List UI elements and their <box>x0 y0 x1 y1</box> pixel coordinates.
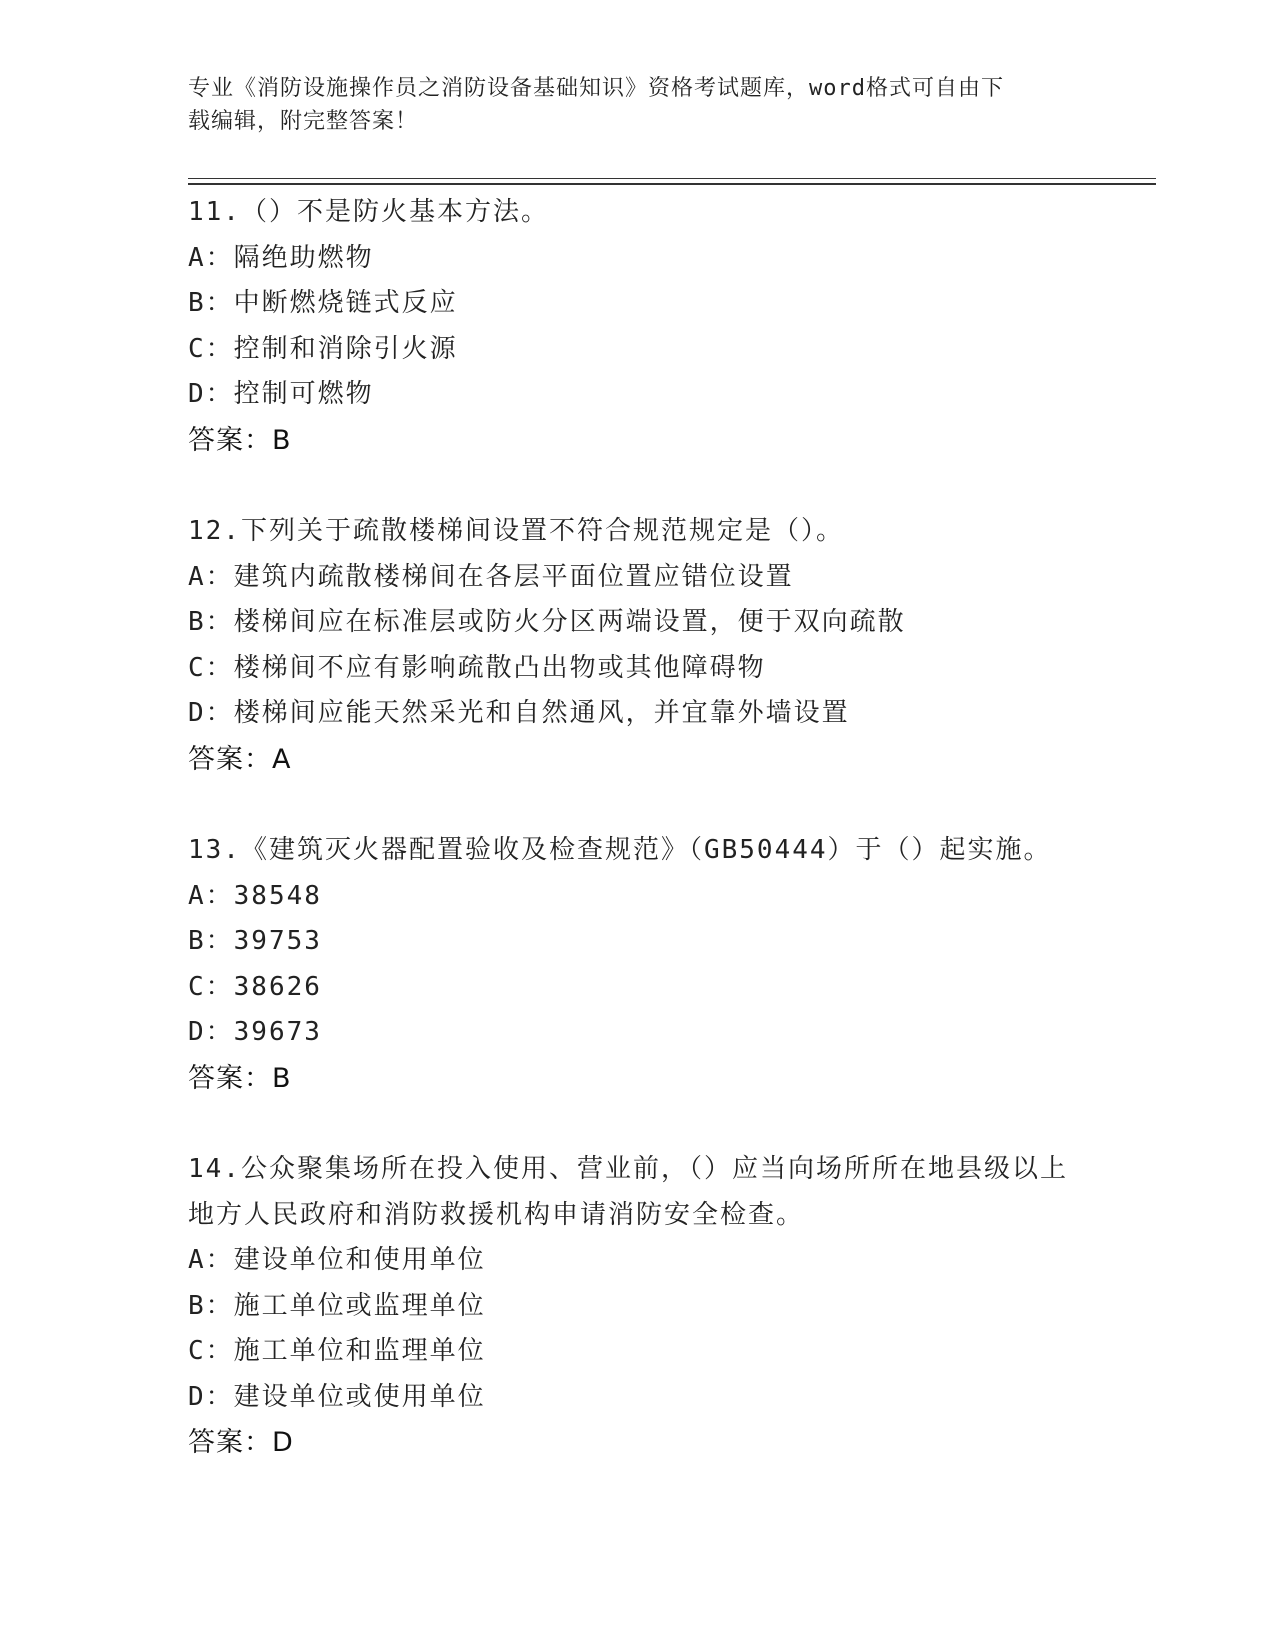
question-12 <box>188 509 1088 782</box>
question-stem: 12.下列关于疏散楼梯间设置不符合规范规定是（）。 <box>188 516 844 546</box>
option-d: D：建设单位或使用单位 <box>188 1381 486 1412</box>
answer-line <box>188 1056 1088 1102</box>
question-list <box>188 190 1088 1512</box>
answer-label: 答案 ： <box>188 744 272 775</box>
question-stem: 11.（）不是防火基本方法。 <box>188 197 549 227</box>
option-d: D：39673 <box>188 1017 322 1047</box>
answer-value: B <box>272 424 292 456</box>
option-b: B：中断燃烧链式反应 <box>188 288 458 318</box>
option-c: C：38626 <box>188 971 322 1002</box>
answer-line <box>188 418 1088 464</box>
question-14 <box>188 1147 1088 1466</box>
header-line-2: 载编辑，附完整答案！ <box>188 109 419 134</box>
header-divider-thick <box>188 183 1156 185</box>
question-stem: 13.《建筑灭火器配置验收及检查规范》（GB50444）于（）起实施。 <box>188 835 1052 865</box>
option-a: A：38548 <box>188 880 322 911</box>
option-c: C：楼梯间不应有影响疏散凸出物或其他障碍物 <box>188 652 766 683</box>
option-a: A：隔绝助燃物 <box>188 242 374 273</box>
option-c: C：控制和消除引火源 <box>188 333 458 364</box>
option-d: D：控制可燃物 <box>188 379 374 409</box>
answer-value: D <box>272 1427 294 1458</box>
option-a: A：建设单位和使用单位 <box>188 1245 486 1275</box>
option-b: B：楼梯间应在标准层或防火分区两端设置，便于双向疏散 <box>188 607 906 637</box>
option-d: D：楼梯间应能天然采光和自然通风，并宜靠外墙设置 <box>188 698 850 728</box>
answer-line <box>188 1420 1088 1466</box>
question-13 <box>188 828 1088 1101</box>
option-c: C：施工单位和监理单位 <box>188 1336 486 1366</box>
header-line-1: 专业《消防设施操作员之消防设备基础知识》资格考试题库，word格式可自由下 <box>188 76 1004 101</box>
answer-label: 答案 ： <box>188 425 272 456</box>
question-stem: 14.公众聚集场所在投入使用、营业前，（）应当向场所所在地县级以上地方人民政府和消防救援机构申请消防安全检查。 <box>188 1154 1068 1230</box>
answer-label: 答案 ： <box>188 1427 272 1458</box>
answer-line <box>188 737 1088 783</box>
question-11 <box>188 190 1088 463</box>
option-b: B：施工单位或监理单位 <box>188 1290 486 1321</box>
answer-value: B <box>272 1062 292 1094</box>
answer-value: A <box>272 743 292 775</box>
header-divider-thin <box>188 178 1156 179</box>
document-header <box>188 72 1068 138</box>
option-a: A：建筑内疏散楼梯间在各层平面位置应错位设置 <box>188 561 794 592</box>
option-b: B：39753 <box>188 926 322 956</box>
answer-label: 答案 ： <box>188 1063 272 1094</box>
